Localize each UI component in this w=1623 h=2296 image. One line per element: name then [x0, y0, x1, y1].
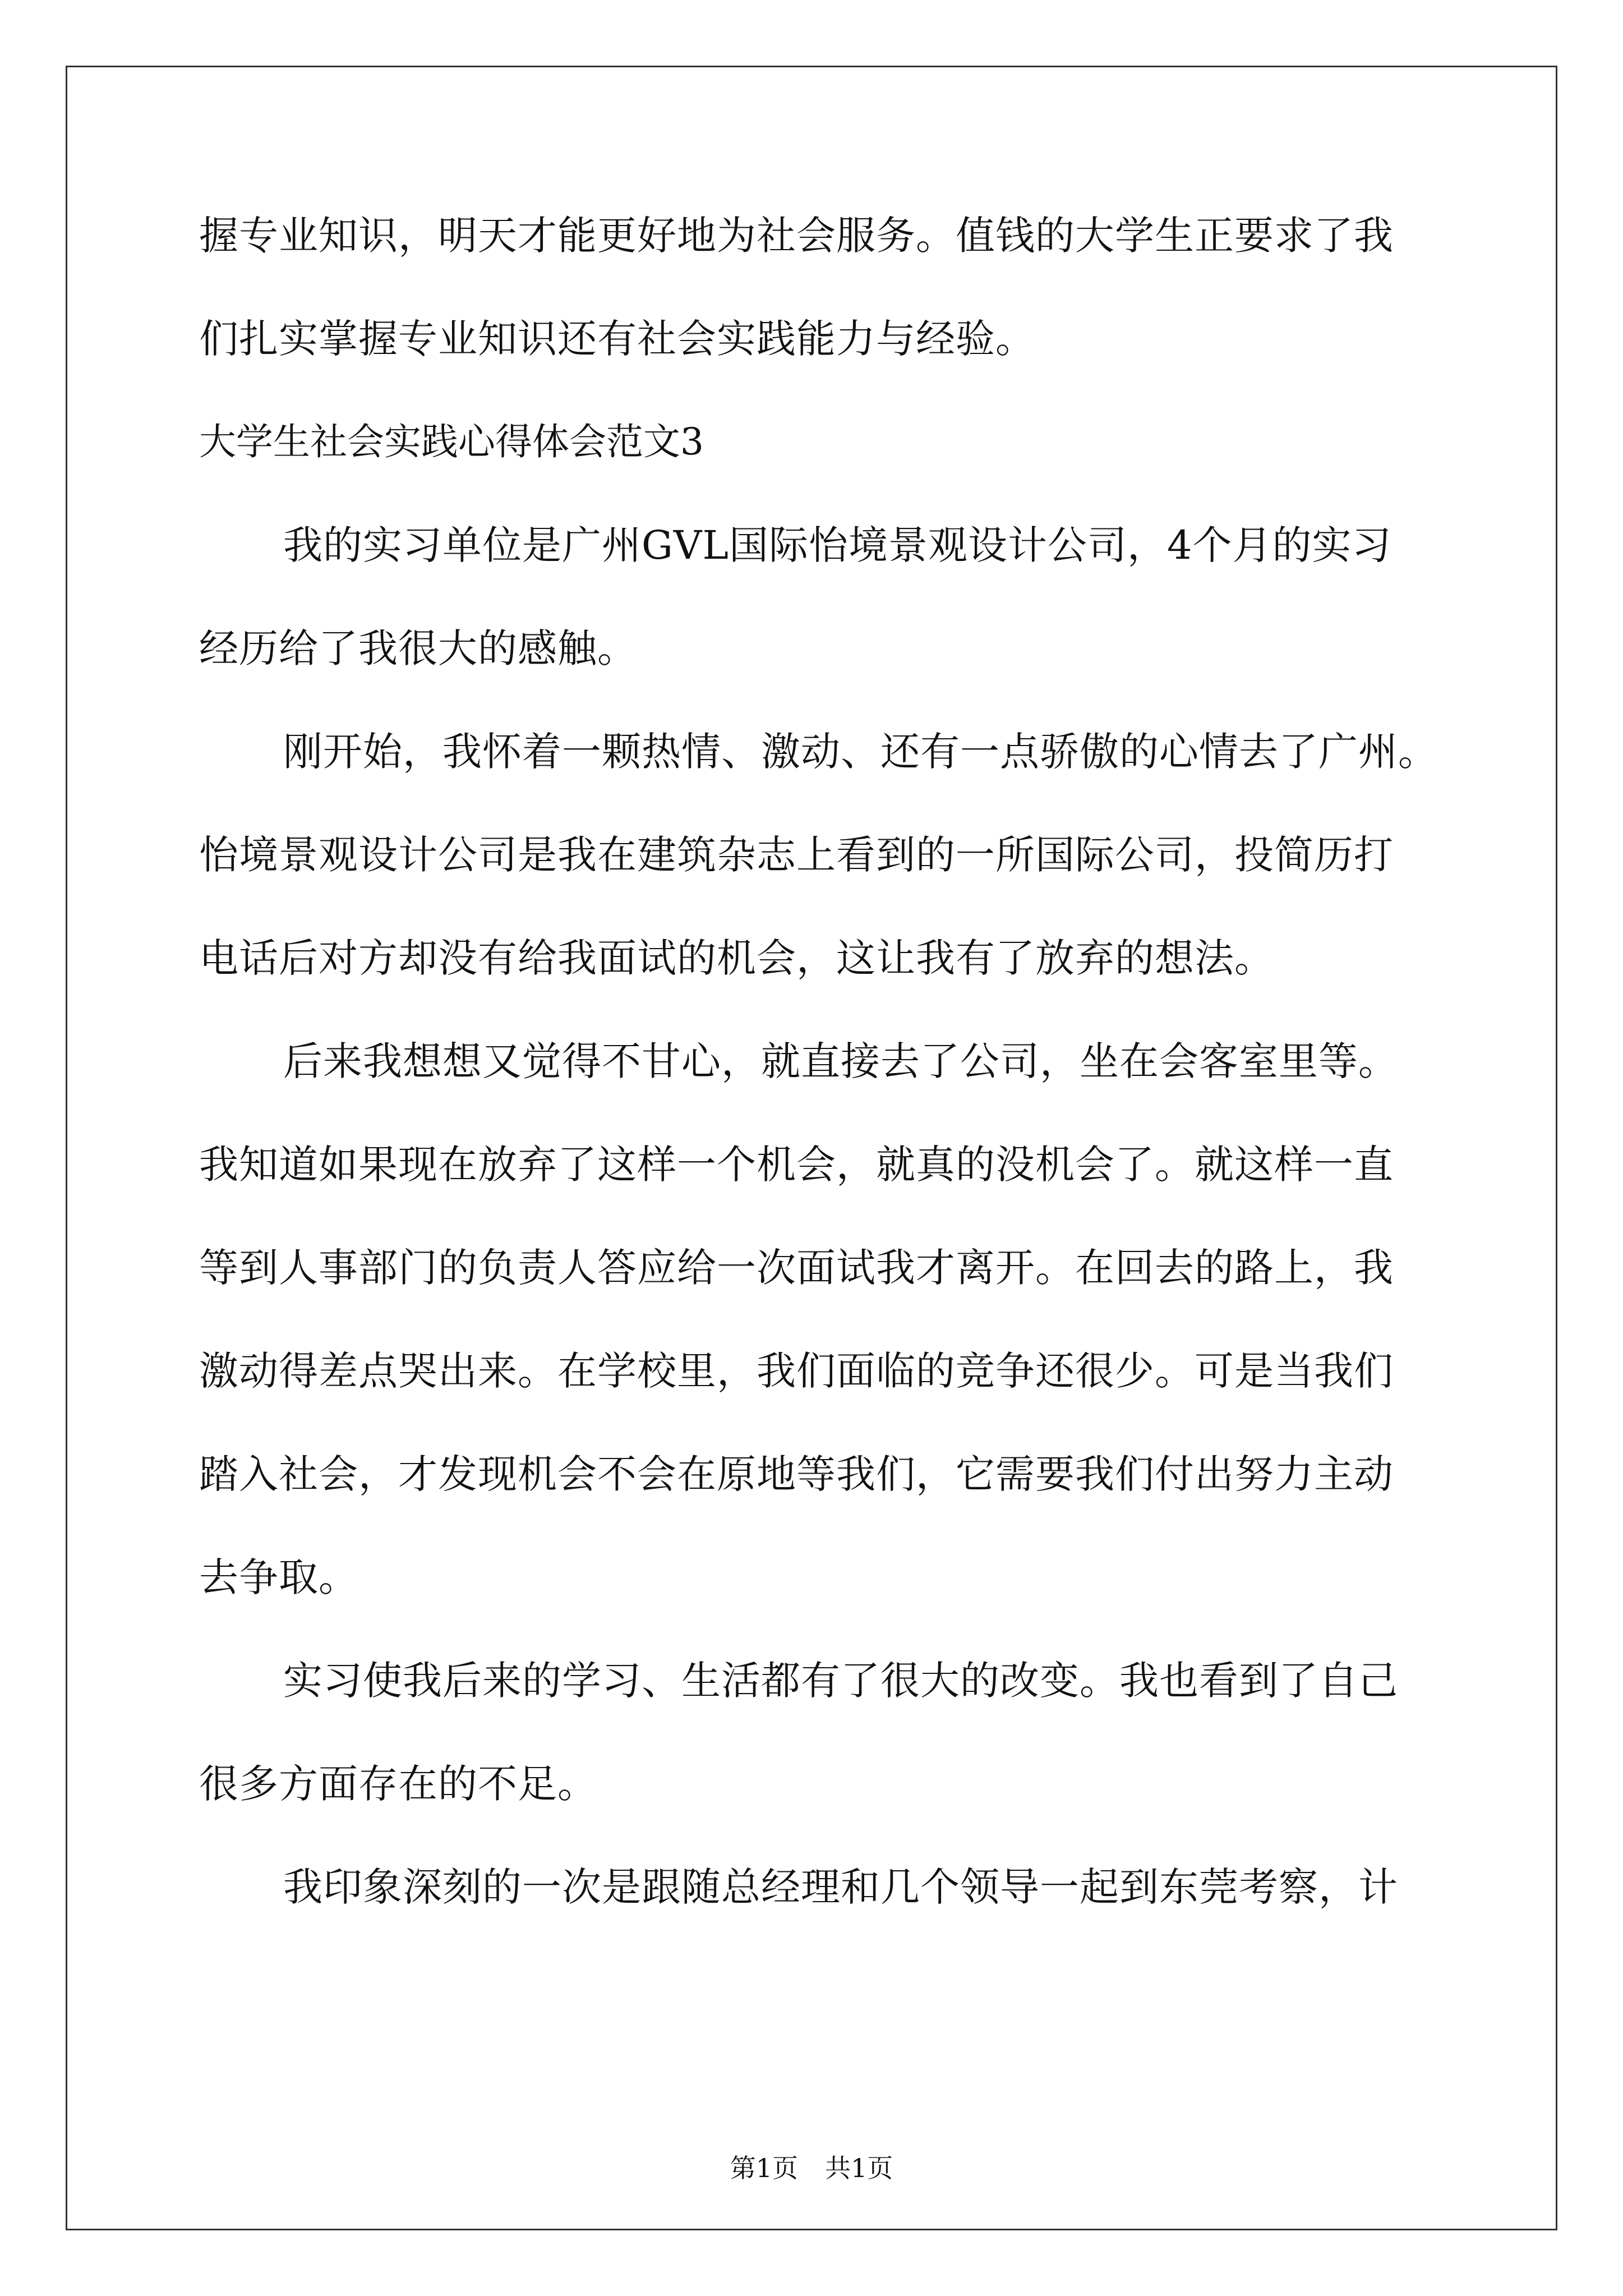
text-line-8: 电话后对方却没有给我面试的机会，这让我有了放弃的想法。 [199, 935, 1274, 981]
text-line-10: 我知道如果现在放弃了这样一个机会，就真的没机会了。就这样一直 [199, 1142, 1394, 1188]
text-line-2: 们扎实掌握专业知识还有社会实践能力与经验。 [199, 316, 1035, 362]
text-line-1: 握专业知识，明天才能更好地为社会服务。值钱的大学生正要求了我 [199, 213, 1394, 259]
page-footer [0, 2151, 1623, 2185]
text-line-11: 等到人事部门的负责人答应给一次面试我才离开。在回去的路上，我 [199, 1245, 1394, 1291]
page-total: 共1页 [825, 2153, 893, 2183]
text-line-9: 后来我想想又觉得不甘心，就直接去了公司，坐在会客室里等。 [283, 1038, 1398, 1084]
text-line-5: 经历给了我很大的感触。 [199, 625, 637, 671]
text-line-16: 很多方面存在的不足。 [199, 1761, 597, 1807]
text-line-7: 怡境景观设计公司是我在建筑杂志上看到的一所国际公司，投简历打 [199, 832, 1394, 878]
text-line-13: 踏入社会，才发现机会不会在原地等我们，它需要我们付出努力主动 [199, 1451, 1394, 1497]
section-heading: 大学生社会实践心得体会范文3 [199, 420, 704, 463]
text-line-17: 我印象深刻的一次是跟随总经理和几个领导一起到东莞考察，计 [283, 1864, 1398, 1910]
text-line-4: 我的实习单位是广州GVL国际怡境景观设计公司，4个月的实习 [283, 522, 1392, 568]
text-line-14: 去争取。 [199, 1554, 358, 1600]
document-body [199, 208, 1438, 1962]
text-line-15: 实习使我后来的学习、生活都有了很大的改变。我也看到了自己 [283, 1658, 1398, 1704]
text-line-6: 刚开始，我怀着一颗热情、激动、还有一点骄傲的心情去了广州。 [283, 729, 1438, 775]
page-number: 第1页 [730, 2153, 798, 2183]
text-line-12: 激动得差点哭出来。在学校里，我们面临的竞争还很少。可是当我们 [199, 1348, 1394, 1394]
